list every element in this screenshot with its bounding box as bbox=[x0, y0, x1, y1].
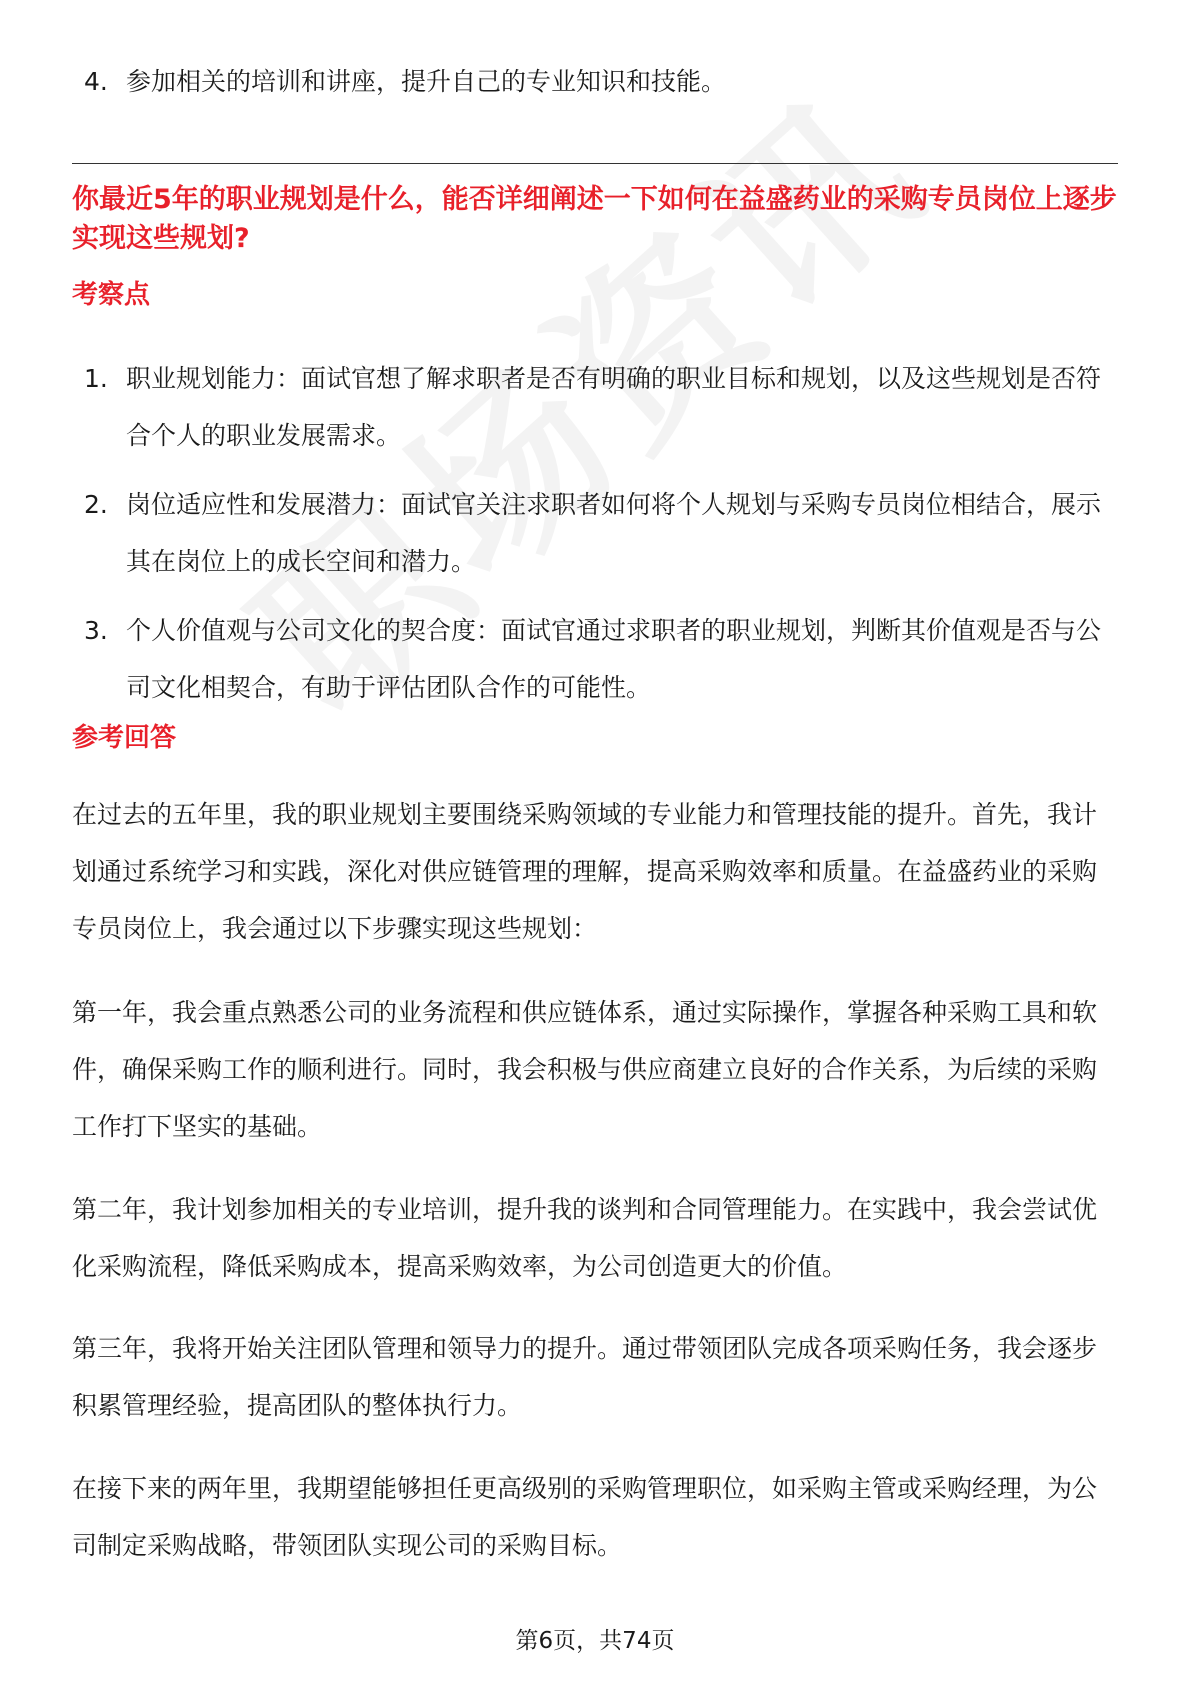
points-list bbox=[84, 350, 1120, 728]
section-title-answer: 参考回答 bbox=[72, 723, 177, 753]
divider bbox=[72, 163, 1118, 164]
answer-paragraph: 在过去的五年里，我的职业规划主要围绕采购领域的专业能力和管理技能的提升。首先，我计划通过系统学习和实践，深化对供应链管理的理解，提高采购效率和质量。在益盛药业的采购专员岗位上，我会通过以下步骤实现这些规划： bbox=[72, 800, 1098, 943]
answer-paragraph: 第一年，我会重点熟悉公司的业务流程和供应链体系，通过实际操作，掌握各种采购工具和软件，确保采购工作的顺利进行。同时，我会积极与供应商建立良好的合作关系，为后续的采购工作打下坚实的基础。 bbox=[72, 998, 1098, 1141]
section-title-points: 考察点 bbox=[72, 280, 151, 310]
list-item bbox=[84, 602, 1120, 716]
list-text: 参加相关的培训和讲座，提升自己的专业知识和技能。 bbox=[126, 67, 727, 96]
list-text: 个人价值观与公司文化的契合度：面试官通过求职者的职业规划，判断其价值观是否与公司文化相契合，有助于评估团队合作的可能性。 bbox=[126, 616, 1102, 702]
list-text: 职业规划能力：面试官想了解求职者是否有明确的职业目标和规划，以及这些规划是否符合个人的职业发展需求。 bbox=[126, 364, 1102, 450]
page-number: 第6页，共74页 bbox=[515, 1628, 675, 1654]
question-heading: 你最近5年的职业规划是什么，能否详细阐述一下如何在益盛药业的采购专员岗位上逐步实现这些规划? bbox=[72, 184, 1117, 254]
list-number: 1. bbox=[84, 364, 108, 393]
list-number: 4. bbox=[84, 67, 108, 96]
answer-paragraph: 第二年，我计划参加相关的专业培训，提升我的谈判和合同管理能力。在实践中，我会尝试优化采购流程，降低采购成本，提高采购效率，为公司创造更大的价值。 bbox=[72, 1195, 1098, 1281]
answer-paragraph: 第三年，我将开始关注团队管理和领导力的提升。通过带领团队完成各项采购任务，我会逐步积累管理经验，提高团队的整体执行力。 bbox=[72, 1334, 1098, 1420]
list-number: 2. bbox=[84, 490, 108, 519]
list-item bbox=[84, 350, 1120, 464]
list-item bbox=[84, 476, 1120, 590]
list-number: 3. bbox=[84, 616, 108, 645]
list-text: 岗位适应性和发展潜力：面试官关注求职者如何将个人规划与采购专员岗位相结合，展示其在岗位上的成长空间和潜力。 bbox=[126, 490, 1102, 576]
answer-paragraph: 在接下来的两年里，我期望能够担任更高级别的采购管理职位，如采购主管或采购经理，为公司制定采购战略，带领团队实现公司的采购目标。 bbox=[72, 1474, 1098, 1560]
list-item-4 bbox=[84, 62, 726, 102]
